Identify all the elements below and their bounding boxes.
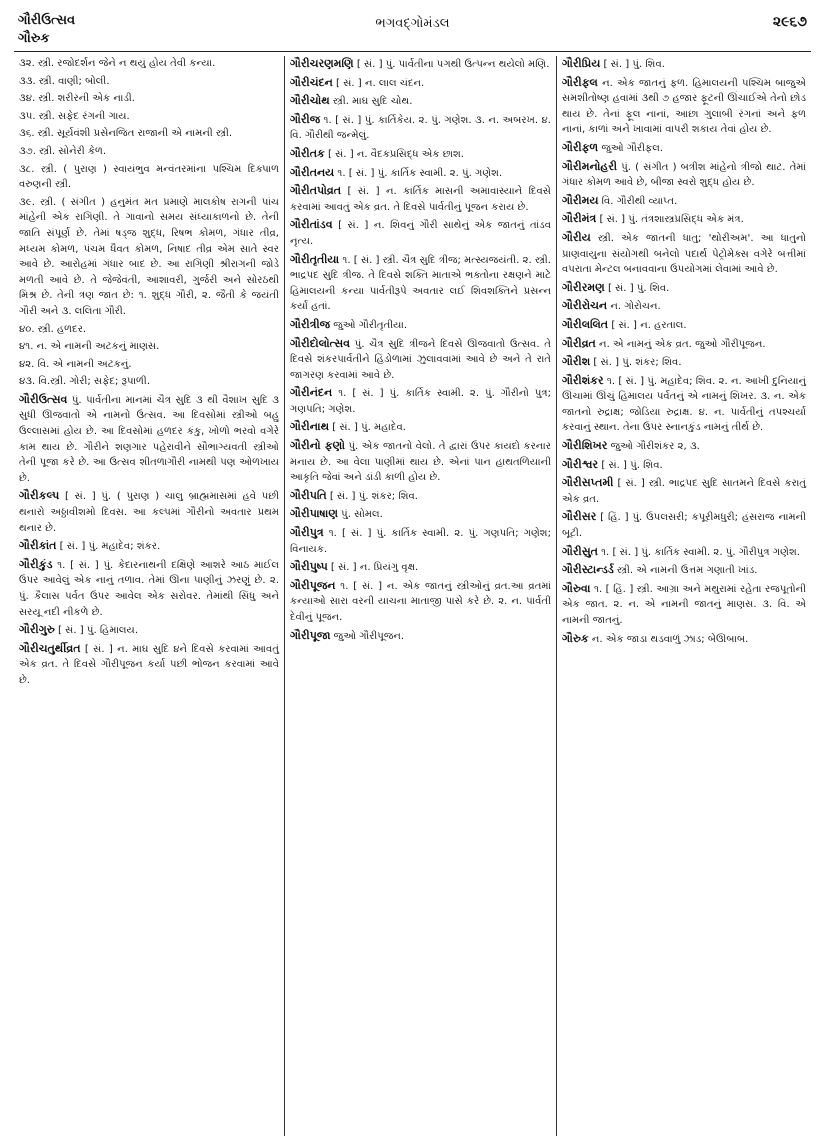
headword: ગૌરીપતિ xyxy=(290,488,327,502)
headword: ગૌરીપુત્ર xyxy=(290,526,324,540)
definition-text: [ સં. ] ન. શિવનું ગૌરી સાથેનું એક જાતનું તાંડવ નૃત્ય. xyxy=(290,220,551,247)
definition-text: [ સં. ] પું. શંકર; શિવ. xyxy=(590,357,682,369)
definition-text: ૧. [ સં. ] પું. મહાદેવ; શિવ. ૨. ન. આખી દુનિયાનું ઊંચામાં ઊંચું હિમાલય પર્વતનું એ નામનું શિખર. ૩. ન. એક જાતનો રુદ્રાક્ષ; જોડિયા રુદ્રાક્ષ. ૪. ન. પાર્વતીનું તપશ્ચર્યા કરવાનું સ્થાન. તેના ઉપર સ્નાનકુંડ નામનું તીર્થ છે. xyxy=(562,375,806,434)
page-number: ૨૯૬૭ xyxy=(772,14,807,30)
dictionary-entry xyxy=(19,357,279,373)
headword: ગૌરીફળ xyxy=(562,140,599,154)
definition-text: ૪૧. ન. એ નામની અટકનું માણસ. xyxy=(19,341,160,353)
dictionary-entry xyxy=(19,538,279,555)
column-3 xyxy=(556,56,811,1136)
column-1 xyxy=(14,56,284,1136)
definition-text: ૩૮. સ્ત્રી. ( પુરાણ ) સ્વાયંભુવ મન્વંતરમાંના પશ્ચિમ દિક્પાળ વરુણની સ્ત્રી. xyxy=(19,163,279,191)
headword: ગૌરીઉત્સવ xyxy=(19,392,68,406)
headword: ગૌરીનો ફણો xyxy=(290,439,345,453)
dictionary-entry xyxy=(562,581,806,629)
headword: ગૌરીજ xyxy=(290,112,321,126)
dictionary-entry xyxy=(562,280,806,297)
definition-text: [ હિં. ] પું. ઉપલસરી; કપૂરીમધુરી; હંસરાજ નામની બૂટી. xyxy=(562,512,806,540)
definition-text: પું. સોમલ. xyxy=(337,509,383,521)
definition-text: જુઓ ગૌરીફલ. xyxy=(598,142,664,154)
headword: ગૌરીરોચન xyxy=(562,299,608,313)
definition-text: [ સં. ] પું. શિવ. xyxy=(604,282,670,294)
headword: ગૌરીનાથ xyxy=(290,420,330,434)
definition-text: પું. ચૈત્ર સુદિ ત્રીજને દિવસે ઊજવાતો ઉત્સવ. તે દિવસે શંકરપાર્વતીને હિંડોળામાં ઝુલાવવામાં આવે છે અને તે રાતે જાગરણ કરવામાં આવે છે. xyxy=(290,338,551,381)
dictionary-entry xyxy=(290,252,551,315)
dictionary-entry xyxy=(290,525,551,557)
book-title: ભગવદ્ગોમંડલ xyxy=(375,16,450,31)
definition-text: [ સં. ] પું. શિવ. xyxy=(600,59,665,70)
definition-text: [ સં. ] ન. હરતાલ. xyxy=(608,319,687,331)
definition-text: ન. એક જાડા થડવાળું ઝાડ; બેઊબાબ. xyxy=(588,633,749,645)
dictionary-entry xyxy=(19,339,279,355)
dictionary-entry xyxy=(562,336,806,353)
dictionary-entry xyxy=(290,419,551,436)
definition-text: ન. એ નામનું એક વ્રત. જુઓ ગૌરીપૂજન. xyxy=(595,338,766,350)
dictionary-entry xyxy=(562,159,806,191)
headword: ગૌરીકલ્પ xyxy=(19,489,60,503)
dictionary-entry xyxy=(19,622,279,639)
dictionary-entry xyxy=(562,193,806,210)
dictionary-entry xyxy=(290,183,551,215)
headword: ગૌરીકાંત xyxy=(19,539,57,553)
headword: ગૌરીપુષ્પ xyxy=(290,560,328,574)
dictionary-entry xyxy=(290,56,551,73)
dictionary-entry xyxy=(290,336,551,384)
dictionary-entry xyxy=(562,457,806,474)
dictionary-entry xyxy=(290,217,551,249)
definition-text: ૩૭. સ્ત્રી. સોનેરી કેળ. xyxy=(19,145,107,157)
dictionary-entry xyxy=(562,75,806,138)
headword: ગૌરીમનોહરી xyxy=(562,159,618,173)
headword: ગૌરીમય xyxy=(562,193,599,207)
headword: ગૌરીશ્વર xyxy=(562,457,599,471)
definition-text: ૧. [ સં. ] પું. કાર્તિક સ્વામી. ૨. પું. ગણપતિ; ગણેશ; વિનાયક. xyxy=(290,528,551,555)
definition-text: જુઓ ગૌરીતૃતીયા. xyxy=(330,319,408,331)
definition-text: [ સં. ] પું. ( પુરાણ ) ચાલુ બ્રાહ્મમાસમાં હવે પછી થનારો અઠ્ઠાવીશમો દિવસ. આ કલ્પમાં ગૌરીનો અવતાર પ્રથમ થનાર છે. xyxy=(19,491,279,534)
definition-text: પું. પાર્વતીના માનમાં ચૈત્ર સુદિ ૩ થી વૈશાખ સુદિ ૩ સુધી ઊજવાતો એ નામનો ઉત્સવ. આ દિવસોમાં સ્ત્રીઓ બહુ ઉલ્લાસમાં હોય છે. આ દિવસોમાં હળદર કંકુ, ખોળો ભરવો વગેરે કામ થાય છે. ગૌરીને શણગાર પહેરાવીને સૌભાગ્યવતી સ્ત્રીઓ તેની પૂજા કરે છે. આ ઉત્સવ શીતળાગૌરી નામથી પણ ઓળખાય છે. xyxy=(19,394,279,484)
dictionary-entry xyxy=(19,195,279,320)
dictionary-entry xyxy=(290,165,551,182)
dictionary-entry xyxy=(290,75,551,92)
headword: ગૌરુક xyxy=(562,631,589,645)
entry-columns xyxy=(14,56,811,1136)
dictionary-entry xyxy=(562,475,806,507)
definition-text: ૩૯. સ્ત્રી. ( સંગીત ) હનુમંત મત પ્રમાણે માલકોષ રાગની પાંચ માંહેની એક રાગિણી. તે ગાવાનો સમય સંધ્યાકાળનો છે. તેની જાતિ સંપૂર્ણ છે. તેમાં ષડ્જ શુદ્ધ, રિષભ કોમળ, ગંધાર તીવ્ર, મધ્યમ કોમળ, પંચમ ધૈવત કોમળ, નિષાદ તીવ્ર એમ સાતે સ્વર આવે છે. આરોહમાં ગંધાર બાદ છે. આ રાગિણી શ્રીરાગની જોડે મળતી આવે છે. તે જેજેવંતી, આશાવરી, ગુર્જરી અને સોરઠથી મિશ્ર છે. તેની ત્રણ જાત છે: ૧. શુદ્ધ ગૌરી, ૨. જૈતી કે જયંતી ગૌરી અને ૩. લલિતા ગૌરી. xyxy=(19,196,279,317)
dictionary-entry xyxy=(290,112,551,144)
headword: ગૌરીસર xyxy=(562,510,597,524)
dictionary-entry xyxy=(19,641,279,689)
definition-text: ૧. [ સં. ] ન. એક જાતનું સ્ત્રીઓનું વ્રત.આ વ્રતમાં કન્યાઓ સારા વરની યાચના માતાજી પાસે કરે છે. ૨. ન. પાર્વતી દેવીનું પૂજન. xyxy=(290,580,551,623)
definition-text: [ સં. ] પું. હિમાલય. xyxy=(54,625,139,637)
dictionary-entry xyxy=(19,144,279,160)
headword: ગૌરીમંત્ર xyxy=(562,212,597,226)
dictionary-entry xyxy=(290,628,551,645)
headword: ગૌરીત્રીજ xyxy=(290,317,331,331)
dictionary-entry xyxy=(19,488,279,536)
definition-text: ૧. [ સં. ] પું. કાર્તિક સ્વામી. ૨. પું. ગૌરીપુત્ર ગણેશ. xyxy=(597,546,800,558)
definition-text: ૧. [ સં. ] સ્ત્રી. ચૈત્ર સુદિ ત્રીજ; મત્સ્યજયંતી. ૨. સ્ત્રી. ભાદ્રપદ સુદિ ત્રીજ. તે દિવસે શક્તિ માતાએ ભક્તોના રક્ષણને માટે હિમાલયની કન્યા પાર્વતીરૂપે અવતાર લઈ શિવશક્તિને પ્રસન્ન કર્યાં હતાં. xyxy=(290,254,551,313)
dictionary-entry xyxy=(562,230,806,278)
definition-text: જુઓ ગૌરીશંકર ૨, ૩. xyxy=(607,441,700,453)
definition-text: ૧. [ સં. ] પું. કાર્તિક સ્વામી. ૨. પું. ગણેશ. xyxy=(334,167,503,179)
dictionary-entry xyxy=(19,374,279,390)
headword: ગૌરીસ્ટાન્ડર્ડ xyxy=(562,563,614,577)
definition-text: [ સં. ] પું. શિવ. xyxy=(598,459,663,471)
definition-text: ૧. [ હિં. ] સ્ત્રી. આગ્રા અને મથુરામાં રહેતા રજપૂતોની એક જાત. ૨. ન. એ નામની જાતનું માણસ. ૩. વિ. એ નામની જાતનું. xyxy=(562,583,806,626)
dictionary-entry xyxy=(562,298,806,315)
headword: ગૌરીચોથ xyxy=(290,94,330,108)
headword: ગૌરીય xyxy=(562,230,591,244)
definition-text: સ્ત્રી. માઘ સુદિ ચોથ. xyxy=(329,96,413,108)
headword: ગૌરીફલ xyxy=(562,75,598,89)
headword: ગૌરીશ xyxy=(562,355,591,369)
definition-text: જુઓ ગૌરીપૂજન. xyxy=(330,630,405,642)
definition-text: [ સં. ] પું. તંત્રશાસ્ત્રપ્રસિદ્ધ એક મંત્ર. xyxy=(596,214,744,226)
headword: ગૌરીપ્રિય xyxy=(562,57,601,70)
definition-text: [ સં. ] ન. માઘ સુદિ ૪ને દિવસે કરવામાં આવતું એક વ્રત. તે દિવસે ગૌરીપૂજન કર્યા પછી ભોજન કરવામાં આવે છે. xyxy=(19,643,279,686)
definition-text: [ સં. ] ન. લાલ ચંદન. xyxy=(332,77,425,89)
dictionary-entry xyxy=(290,559,551,576)
dictionary-entry xyxy=(19,557,279,620)
dictionary-entry xyxy=(19,392,279,487)
dictionary-entry xyxy=(290,146,551,163)
dictionary-entry xyxy=(562,56,806,73)
dictionary-entry xyxy=(562,509,806,541)
dictionary-entry xyxy=(562,438,806,455)
definition-text: સ્ત્રી. એક જાતની ધાતુ; 'થોરીઅમ'. આ ધાતુનો પ્રાણવાયુના સંયોગથી બનેલો પદાર્થ પેટ્રોમેક્સ વગેરે બત્તીમાં વપરાતા મેન્ટલ બનાવવાના ઉપયોગમાં લેવામાં આવે છે. xyxy=(562,232,806,276)
definition-text: ૩૪. સ્ત્રી. શરીરની એક નાડી. xyxy=(19,93,135,105)
dictionary-entry xyxy=(290,506,551,523)
definition-text: [ સં. ] સ્ત્રી. ભાદ્રપદ સુદિ સાતમને દિવસે કરાતું એક વ્રત. xyxy=(562,478,806,505)
headword: ગૌરીચરણમણિ xyxy=(290,57,354,70)
headword: ગૌરીકુંડ xyxy=(19,557,53,571)
dictionary-entry xyxy=(562,631,806,648)
headword: ગૌરીલલિત xyxy=(562,317,609,331)
headword: ગૌરીનંદન xyxy=(290,386,333,400)
headword: ગૌરીગુરુ xyxy=(19,623,55,637)
page-header xyxy=(14,12,811,56)
definition-text: [ સં. ] ન. વૈદકપ્રસિદ્ધ એક છાશ. xyxy=(324,148,465,160)
headword: ગૌરીતક xyxy=(290,146,325,160)
first-guide-word: ગૌરીઉત્સવ xyxy=(18,13,76,28)
definition-text: [ સં. ] પું. મહાદેવ; શંકર. xyxy=(56,541,161,553)
definition-text: ૩૩. સ્ત્રી. વાણી; બોલી. xyxy=(19,75,110,87)
dictionary-entry xyxy=(290,385,551,417)
dictionary-entry xyxy=(562,317,806,334)
dictionary-entry xyxy=(562,373,806,436)
dictionary-entry xyxy=(562,562,806,579)
headword: ગૌરીપૂજા xyxy=(290,628,331,642)
definition-text: [ સં. ] ન. પ્રિયંગુ વૃક્ષ. xyxy=(327,562,419,574)
definition-text: ૩૨. સ્ત્રી. રજોદર્શન જેને ન થયું હોય તેવી કન્યા. xyxy=(19,58,216,69)
definition-text: ૪૦. સ્ત્રી. હળદર. xyxy=(19,323,87,335)
definition-text: [ સં. ] પું. શંકર; શિવ. xyxy=(326,490,418,502)
definition-text: ૩૫. સ્ત્રી. સફેદ રંગની ગાય. xyxy=(19,110,130,122)
headword: ગૌરીરમણ xyxy=(562,280,605,294)
dictionary-entry xyxy=(290,488,551,505)
definition-text: ૪૩. વિ.સ્ત્રી. ગોરી; સફેદ; રૂપાળી. xyxy=(19,376,151,388)
dictionary-entry xyxy=(290,578,551,626)
definition-text: ૪૨. વિ. એ નામની અટકનું. xyxy=(19,358,132,370)
dictionary-entry xyxy=(290,438,551,486)
dictionary-entry xyxy=(562,140,806,157)
headword: ગૌરીતપોવ્રત xyxy=(290,184,342,198)
definition-text: પું. ( સંગીત ) બત્રીશ માંહેનો ત્રીજો થાટ. તેમાં ગંધાર કોમળ આવે છે, બીજા સ્વરો શુદ્ધ હોય છે. xyxy=(562,161,806,189)
headword: ગૌરીતાંડવ xyxy=(290,218,333,232)
headword: ગૌરીચંદન xyxy=(290,75,333,89)
dictionary-entry xyxy=(19,56,279,72)
definition-text: [ સં. ] પું. મહાદેવ. xyxy=(329,422,407,434)
headword: ગૌરીશંકર xyxy=(562,373,604,387)
definition-text: પું. એક જાતનો વેલો. તે દ્વારાં ઉપર કાયદો કરનાર મનાય છે. આ વેલા પાણીમાં થાય છે. એનાં પાન હાથતળિયાની આકૃતિ જેવાં અને ડાંડી કાળી હોય છે. xyxy=(290,441,551,484)
headword: ગૌરીશિખર xyxy=(562,439,608,453)
headword: ગૌરીપૂજન xyxy=(290,578,336,592)
definition-text: ન. એક જાતનું ફળ. હિમાલયની પશ્ચિમ બાજુએ સમશીતોષ્ણ હવામાં ૩થી ૭ હજાર ફૂટની ઊંચાઈએ તેનો છોડ થાય છે. તેનાં ફૂલ નાનાં, આછા ગુલાબી રંગનાં અને ફળ નાનાં, કાળાં અને ખાવામાં વાપરી શકાય તેવાં હોય છે. xyxy=(562,77,806,136)
headword: ગૌરીતનય xyxy=(290,165,335,179)
last-guide-word: ગૌરુક xyxy=(18,31,50,46)
definition-text: [ સં. ] પું. પાર્વતીના પગથી ઉત્પન્ન થયેલો મણિ. xyxy=(353,59,550,70)
column-2 xyxy=(284,56,556,1136)
definition-text: ૩૬. સ્ત્રી. સૂર્યવંશી પ્રસેનજિત રાજાની એ નામની સ્ત્રી. xyxy=(19,128,233,140)
headword: ગૌરીસુત xyxy=(562,544,598,558)
definition-text: ૧. [ સં. ] પું. કેદારનાથની દક્ષિણે આશરે આઠ માઈલ ઉપર આવેલું એક નાનું તળાવ. તેમાં ઊના પાણીનું ઝરણું છે. ૨. પું. કૈલાસ પર્વત ઉપર આવેલ એક સરોવર. તેમાંથી સિંધુ અને સરયૂ નદી નીકળે છે. xyxy=(19,559,279,618)
dictionary-entry xyxy=(19,322,279,338)
dictionary-entry xyxy=(562,211,806,228)
definition-text: ન. ગોરોચન. xyxy=(607,301,661,313)
dictionary-entry xyxy=(19,91,279,107)
definition-text: વિ. ગૌરીથી વ્યાપ્ત. xyxy=(598,195,678,207)
dictionary-entry xyxy=(19,162,279,193)
headword: ગૌરીવ્રત xyxy=(562,336,596,350)
headword: ગૌરીસપ્તમી xyxy=(562,476,614,490)
headword: ગૌરુવા xyxy=(562,581,591,595)
definition-text: ૧. [ સં. ] પું. કાર્તિકેય. ૨. પું. ગણેશ. ૩. ન. અબરખ. ૪. વિ. ગૌરીથી જન્મેલું. xyxy=(290,114,551,142)
headword: ગૌરીપાષાણ xyxy=(290,507,338,521)
dictionary-entry xyxy=(290,93,551,110)
dictionary-entry xyxy=(19,74,279,90)
dictionary-entry xyxy=(290,317,551,334)
dictionary-entry xyxy=(19,109,279,125)
dictionary-entry xyxy=(19,126,279,142)
header-rule xyxy=(14,51,811,52)
headword: ગૌરીદોલોત્સવ xyxy=(290,336,351,350)
headword: ગૌરીચતુર્થીવ્રત xyxy=(19,641,81,655)
dictionary-entry xyxy=(562,354,806,371)
headword: ગૌરીતૃતીયા xyxy=(290,252,340,266)
definition-text: [ સં. ] ન. કાર્તિક માસની અમાવાસ્યાને દિવસે કરવામાં આવતું એક વ્રત. તે દિવસે પાર્વતીનું પૂજન કરાય છે. xyxy=(290,186,551,213)
dictionary-entry xyxy=(562,544,806,561)
definition-text: સ્ત્રી. એ નામની ઉત્તમ ગણાતી ખાંડ. xyxy=(613,565,758,577)
definition-text: ૧. [ સં. ] પું. કાર્તિક સ્વામી. ૨. પું. ગૌરીનો પુત્ર; ગણપતિ; ગણેશ. xyxy=(290,388,551,415)
